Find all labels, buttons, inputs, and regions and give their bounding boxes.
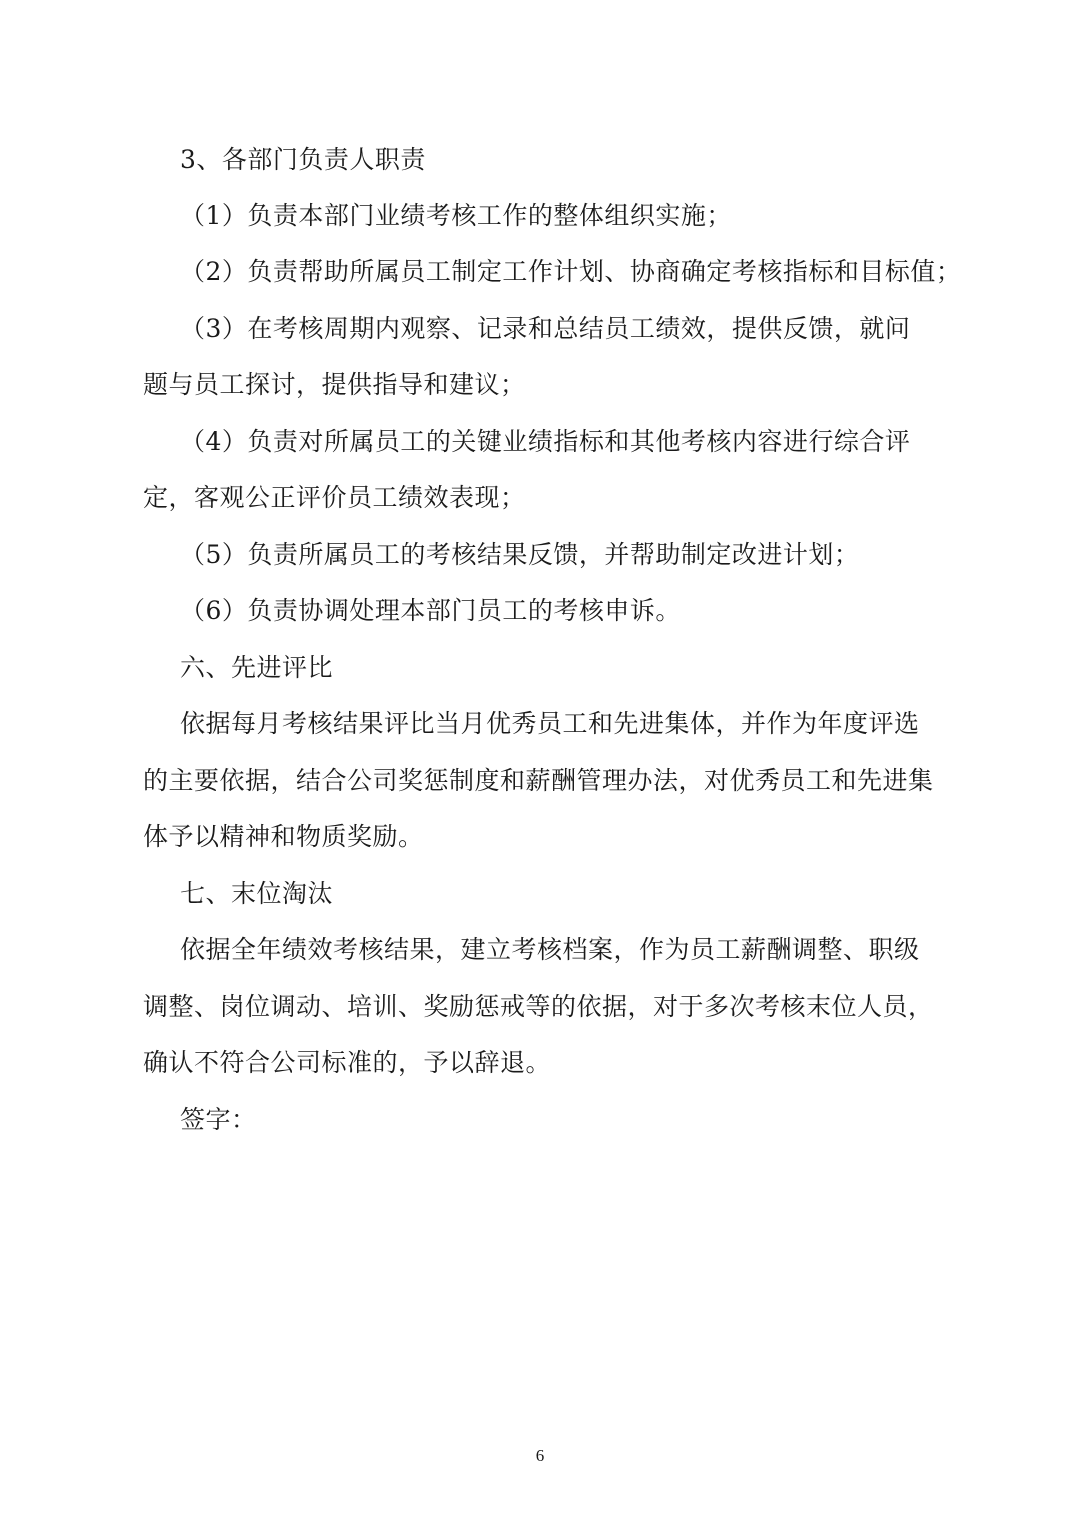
list-item-continuation: 题与员工探讨，提供指导和建议；: [143, 370, 526, 399]
paragraph-line: 依据每月考核结果评比当月优秀员工和先进集体，并作为年度评选: [180, 709, 920, 738]
paragraph-line: 确认不符合公司标准的，予以辞退。: [143, 1048, 552, 1077]
paragraph-line: 依据全年绩效考核结果，建立考核档案，作为员工薪酬调整、职级: [180, 935, 920, 964]
list-item: （6）负责协调处理本部门员工的考核申诉。: [180, 596, 681, 625]
section-heading: 3、各部门负责人职责: [180, 145, 426, 174]
list-item-continuation: 定，客观公正评价员工绩效表现；: [143, 483, 526, 512]
page-number: 6: [535, 1446, 545, 1465]
paragraph-line: 调整、岗位调动、培训、奖励惩戒等的依据，对于多次考核末位人员，: [143, 992, 934, 1021]
signature-label: 签字：: [180, 1105, 257, 1134]
list-item: （2）负责帮助所属员工制定工作计划、协商确定考核指标和目标值；: [180, 257, 962, 286]
list-item: （4）负责对所属员工的关键业绩指标和其他考核内容进行综合评: [180, 427, 911, 456]
list-item: （5）负责所属员工的考核结果反馈，并帮助制定改进计划；: [180, 540, 860, 569]
section-heading: 七、末位淘汰: [180, 879, 334, 908]
section-heading: 六、先进评比: [180, 653, 334, 682]
list-item: （3）在考核周期内观察、记录和总结员工绩效，提供反馈，就问: [180, 314, 911, 343]
paragraph-line: 的主要依据，结合公司奖惩制度和薪酬管理办法，对优秀员工和先进集: [143, 766, 934, 795]
paragraph-line: 体予以精神和物质奖励。: [143, 822, 424, 851]
list-item: （1）负责本部门业绩考核工作的整体组织实施；: [180, 201, 732, 230]
